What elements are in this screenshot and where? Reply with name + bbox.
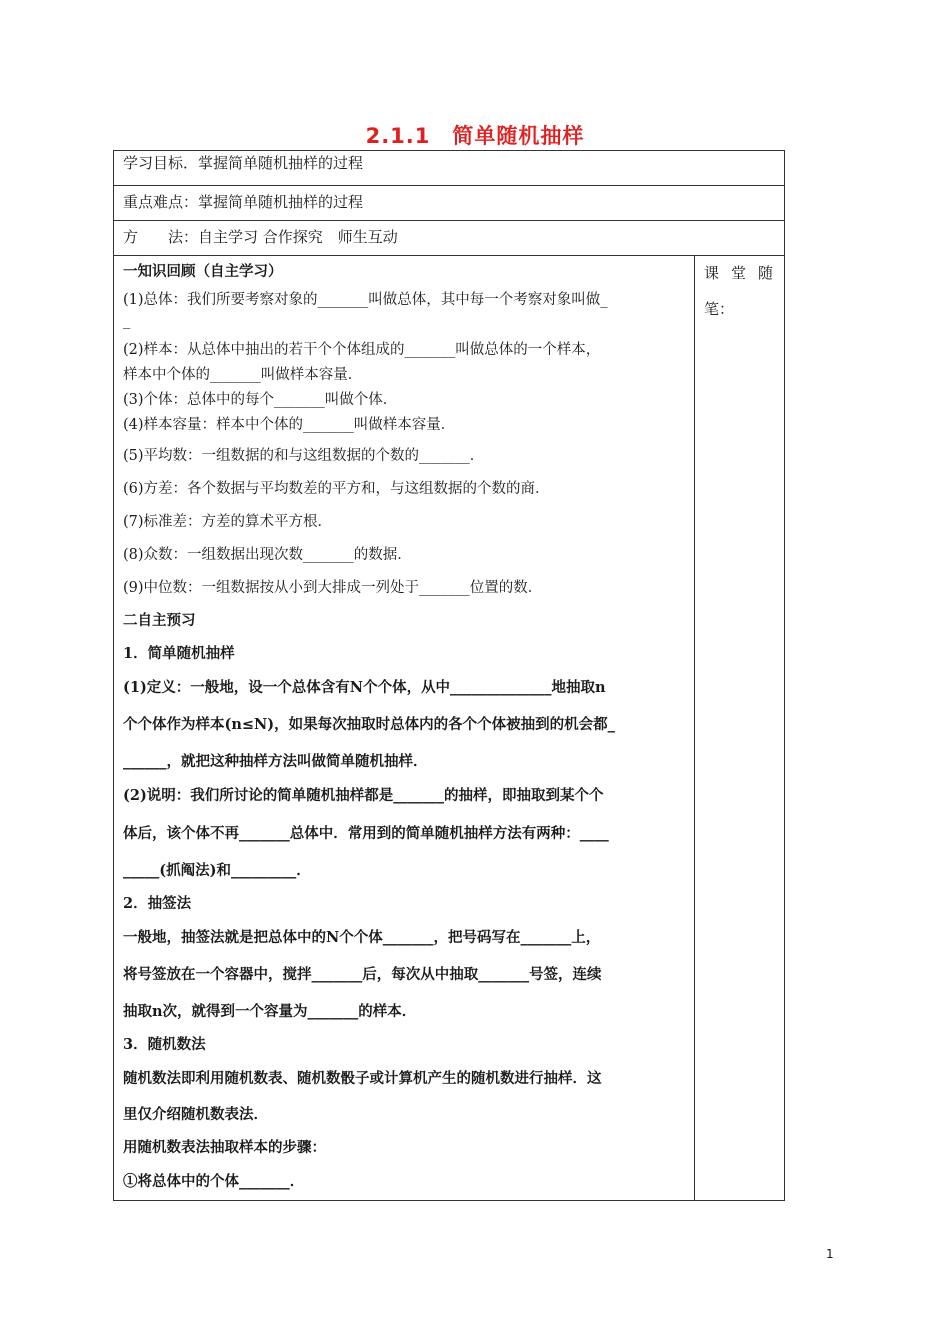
text-line: ①将总体中的个体_______． <box>123 1173 305 1190</box>
text-line: 个个体作为样本(n≤N)，如果每次抽取时总体内的各个个体被抽到的机会都_ <box>123 716 615 733</box>
text-line: 抽取n次，就得到一个容量为_______的样本． <box>123 1003 417 1020</box>
method-label: 方 法： <box>123 228 199 246</box>
text-line: (9)中位数：一组数据按从小到大排成一列处于_______位置的数． <box>123 580 543 596</box>
difficulty-row: 重点难点：掌握简单随机抽样的过程 <box>114 186 784 221</box>
page-number: 1 <box>826 1247 834 1261</box>
column-divider <box>694 256 695 1200</box>
text-line: _ <box>123 313 131 329</box>
text-line: 里仅介绍随机数表法． <box>123 1106 268 1123</box>
text-line: (6)方差：各个数据与平均数差的平方和，与这组数据的个数的商． <box>123 481 550 497</box>
page-title: 2.1.1 简单随机抽样 <box>365 124 585 148</box>
text-line: (4)样本容量：样本中个体的_______叫做样本容量． <box>123 417 456 433</box>
text-line: (1)定义：一般地，设一个总体含有N个个体，从中______________地抽取n <box>123 679 606 696</box>
text-line: (2)说明：我们所讨论的简单随机抽样都是_______的抽样，即抽取到某个个 <box>123 787 604 804</box>
goal-row: 学习目标．掌握简单随机抽样的过程 <box>114 151 784 186</box>
text-line: 将号签放在一个容器中，搅拌_______后，每次从中抽取_______号签，连续 <box>123 966 602 983</box>
text-line: 用随机数表法抽取样本的步骤： <box>123 1139 326 1156</box>
subsection-heading: 1．简单随机抽样 <box>123 645 235 662</box>
text-line: (3)个体：总体中的每个_______叫做个体． <box>123 392 398 408</box>
text-line: 随机数法即利用随机数表、随机数骰子或计算机产生的随机数进行抽样．这 <box>123 1070 602 1087</box>
text-line: (5)平均数：一组数据的和与这组数据的个数的_______． <box>123 448 485 464</box>
text-line: (8)众数：一组数据出现次数_______的数据． <box>123 547 412 563</box>
subsection-heading: 2．抽签法 <box>123 895 192 912</box>
section-heading-review: 一知识回顾（自主学习） <box>123 263 283 280</box>
section-heading-preview: 二自主预习 <box>123 612 196 629</box>
notes-label-end: 笔： <box>704 300 735 318</box>
method-value: 自主学习 合作探究 师生互动 <box>198 228 398 246</box>
text-line: ______，就把这种抽样方法叫做简单随机抽样． <box>123 753 428 770</box>
text-line: 一般地，抽签法就是把总体中的N个个体_______，把号码写在_______上， <box>123 929 601 946</box>
notes-label: 课堂随 <box>704 264 786 282</box>
text-line: _____(抓阄法)和_________． <box>123 862 311 879</box>
subsection-heading: 3．随机数法 <box>123 1036 206 1053</box>
text-line: 样本中个体的_______叫做样本容量． <box>123 367 363 383</box>
text-line: (7)标准差：方差的算术平方根． <box>123 514 333 530</box>
text-line: 体后，该个体不再_______总体中．常用到的简单随机抽样方法有两种：____ <box>123 825 609 842</box>
lesson-table <box>113 150 785 1201</box>
text-line: (1)总体：我们所要考察对象的_______叫做总体，其中每一个考察对象叫做_ <box>123 292 608 308</box>
method-row <box>114 221 784 256</box>
text-line: (2)样本：从总体中抽出的若干个个体组成的_______叫做总体的一个样本， <box>123 342 601 358</box>
